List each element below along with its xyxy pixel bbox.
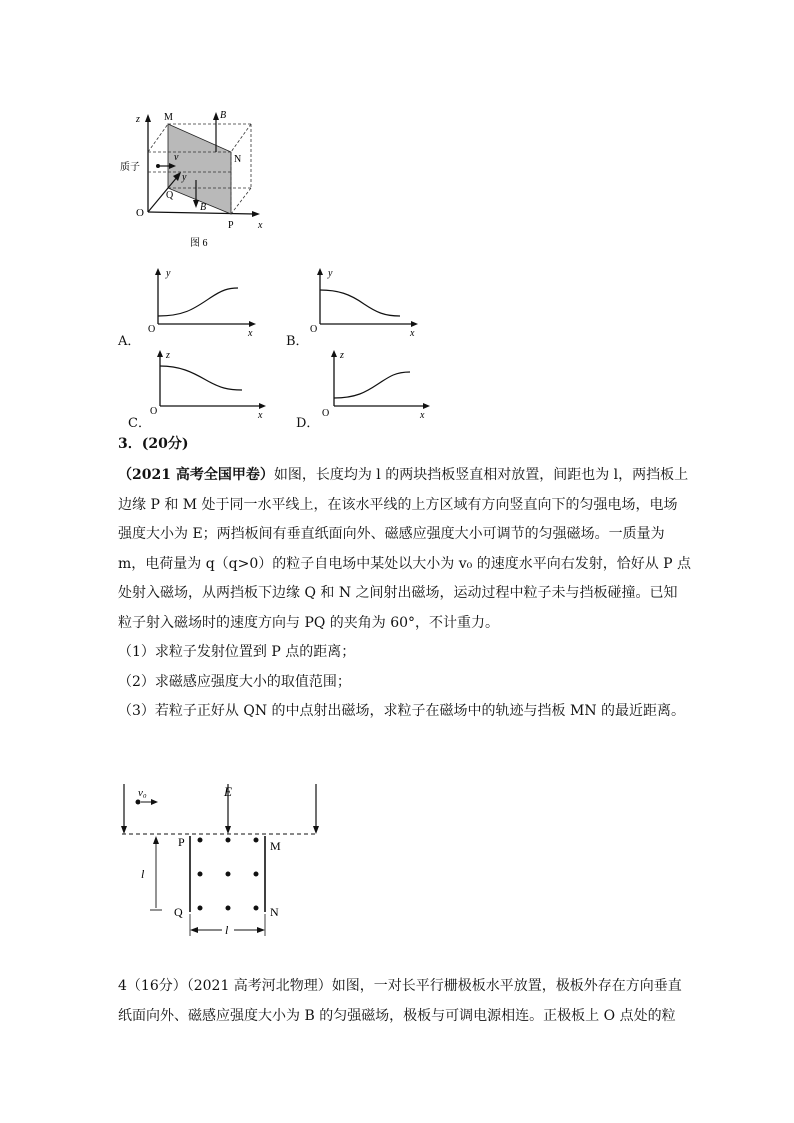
- fig6-caption: 图 6: [190, 238, 208, 249]
- fig6-m-label: M: [164, 112, 173, 123]
- q3-sub-1: （1）求粒子发射位置到 P 点的距离；: [118, 644, 356, 660]
- q3-fig-l-horizontal: l: [225, 923, 229, 937]
- fig6-o-label: O: [136, 207, 144, 219]
- option-b-axis-y: y: [328, 268, 333, 279]
- fig6-b-label-bottom: B: [200, 202, 207, 213]
- q3-fig-l-vertical: l: [141, 867, 145, 881]
- q3-field-diagram: [110, 776, 340, 940]
- q3-fig-v0: v₀: [138, 787, 147, 799]
- fig6-v-label: v: [174, 152, 179, 163]
- q3-source: （2021 高考全国甲卷）: [118, 467, 274, 483]
- option-d-axis-x: x: [420, 410, 425, 421]
- option-d-letter: D．: [296, 416, 320, 431]
- option-c-axis-x: x: [258, 410, 263, 421]
- q3-line-1: 如图，长度均为 l 的两块挡板竖直相对放置，间距也为 l，两挡板上: [273, 467, 689, 483]
- q3-line-4: m，电荷量为 q（q>0）的粒子自电场中某处以大小为 v₀ 的速度水平向右发射，恰好从 P 点: [118, 555, 692, 572]
- option-b-origin: O: [310, 324, 318, 335]
- q3-fig-e: E: [224, 784, 232, 799]
- q3-fig-q: Q: [174, 905, 183, 919]
- option-b-letter: B．: [286, 334, 309, 349]
- q3-sub-3: （3）若粒子正好从 QN 的中点射出磁场，求粒子在磁场中的轨迹与挡板 MN 的最近距离。: [118, 703, 686, 719]
- option-d-origin: O: [322, 408, 330, 419]
- q3-fig-n: N: [270, 905, 279, 919]
- q3-line-5: 处射入磁场，从两挡板下边缘 Q 和 N 之间射出磁场，运动过程中粒子未与挡板碰撞。已知: [118, 585, 678, 601]
- q3-fig-p: P: [178, 835, 185, 849]
- option-a-axis-x: x: [248, 328, 253, 339]
- option-d-axis-y: z: [340, 350, 344, 361]
- fig6-x-label: x: [258, 220, 263, 231]
- fig6-n-label: N: [234, 154, 242, 165]
- option-c-letter: C．: [128, 416, 151, 431]
- q3-number: 3．(20分): [118, 436, 189, 452]
- q4-line-2: 纸面向外、磁感应强度大小为 B 的匀强磁场，极板与可调电源相连。正极板上 O 点处的粒: [118, 1007, 676, 1024]
- option-a-origin: O: [148, 324, 156, 335]
- fig6-q-label: Q: [166, 190, 174, 201]
- option-b-graph: [302, 262, 422, 342]
- q3-line-3: 强度大小为 E；两挡板间有垂直纸面向外、磁感应强度大小可调节的匀强磁场。一质量为: [118, 526, 665, 542]
- option-c-origin: O: [150, 406, 158, 417]
- q3-sub-2: （2）求磁感应强度大小的取值范围；: [118, 673, 351, 690]
- q3-line-6: 粒子射入磁场时的速度方向与 PQ 的夹角为 60°，不计重力。: [118, 614, 500, 631]
- fig6-b-label-top: B: [220, 110, 227, 121]
- option-a-letter: A．: [118, 334, 141, 349]
- q3-line-2: 边缘 P 和 M 处于同一水平线上，在该水平线的上方区域有方向竖直向下的匀强电场，电场: [118, 496, 678, 513]
- fig6-p-label: P: [228, 220, 234, 231]
- option-c-graph: [142, 344, 272, 424]
- option-b-axis-x: x: [410, 328, 415, 339]
- q3-body: [118, 461, 692, 727]
- fig6-proton-label: 质子: [120, 162, 140, 173]
- option-c-axis-y: z: [166, 350, 170, 361]
- q4-line-1: 4（16分）（2021 高考河北物理）如图，一对长平行栅极板水平放置，极板外存在方向垂直: [118, 978, 682, 994]
- q4-body: [118, 972, 682, 1031]
- fig6-y-label: y: [182, 172, 187, 183]
- option-a-graph: [140, 262, 260, 342]
- fig6-z-label: z: [136, 114, 140, 125]
- option-a-axis-y: y: [166, 268, 171, 279]
- q3-fig-m: M: [270, 839, 281, 853]
- figure-6-diagram: [118, 104, 278, 252]
- option-d-graph: [316, 344, 436, 424]
